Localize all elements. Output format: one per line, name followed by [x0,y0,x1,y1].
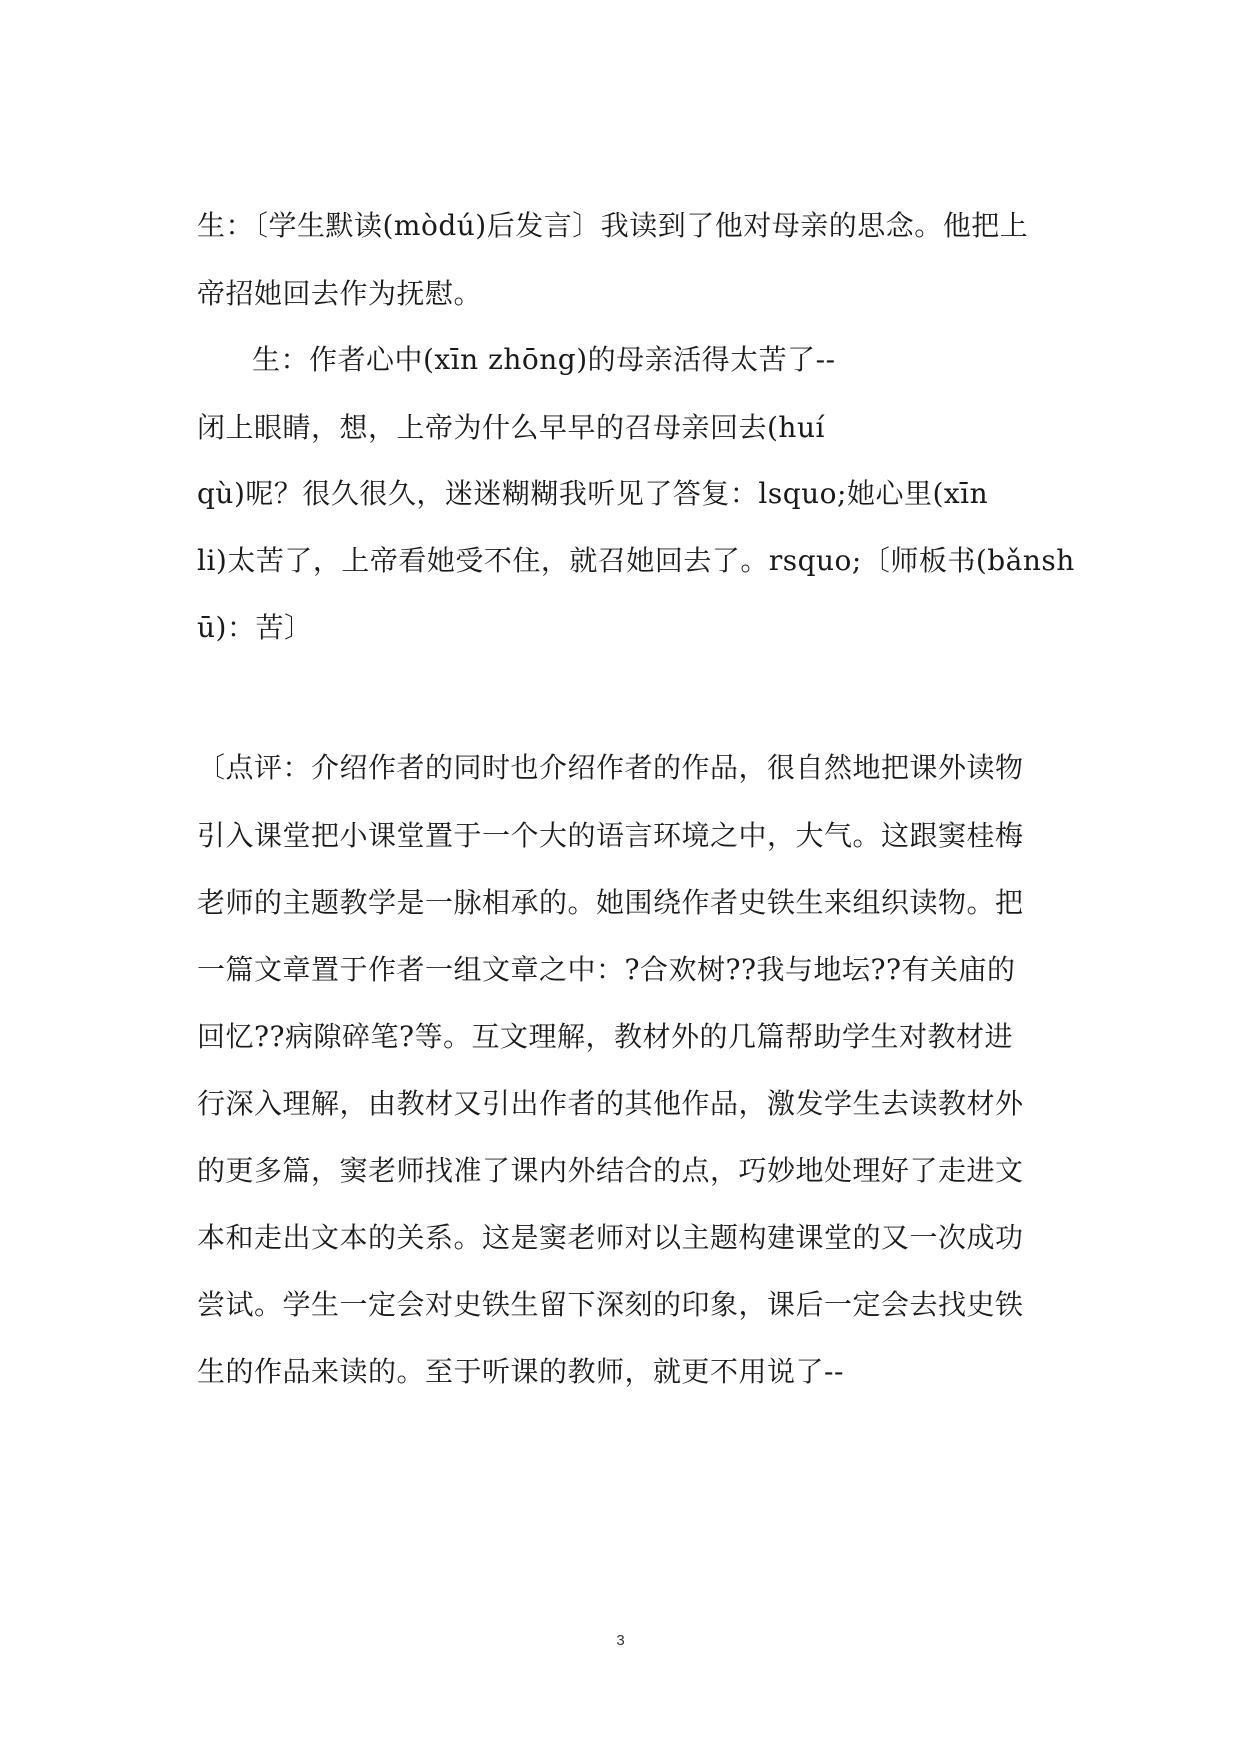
page-number: 3 [616,1632,625,1649]
commentary-line-6: 行深入理解，由教材又引出作者的其他作品，激发学生去读教材外 [197,1087,1024,1120]
commentary-line-5: 回忆??病隙碎笔?等。互文理解，教材外的几篇帮助学生对教材进 [197,1020,1014,1053]
commentary-line-3: 老师的主题教学是一脉相承的。她围绕作者史铁生来组织读物。把 [197,886,1024,919]
commentary-line-7: 的更多篇，窦老师找准了课内外结合的点，巧妙地处理好了走进文 [197,1154,1024,1187]
commentary-line-9: 尝试。学生一定会对史铁生留下深刻的印象，课后一定会去找史铁 [197,1288,1024,1321]
commentary-line-1: 〔点评：介绍作者的同时也介绍作者的作品，很自然地把课外读物 [197,751,1024,784]
dialogue-line-6: li)太苦了，上帝看她受不住，就召她回去了。rsquo;〔师板书(bǎnsh [197,544,1075,577]
dialogue-line-3: 生：作者心中(xīn zhōng)的母亲活得太苦了-- [252,343,836,376]
dialogue-line-2: 帝招她回去作为抚慰。 [197,277,483,310]
dialogue-line-1: 生：〔学生默读(mòdú)后发言〕我读到了他对母亲的思念。他把上 [197,209,1029,242]
commentary-line-2: 引入课堂把小课堂置于一个大的语言环境之中，大气。这跟窦桂梅 [197,819,1024,852]
commentary-line-4: 一篇文章置于作者一组文章之中：?合欢树??我与地坛??有关庙的 [197,953,1016,986]
dialogue-line-7: ū)：苦〕 [197,611,313,644]
commentary-line-10: 生的作品来读的。至于听课的教师，就更不用说了-- [197,1355,844,1388]
commentary-line-8: 本和走出文本的关系。这是窦老师对以主题构建课堂的又一次成功 [197,1221,1024,1254]
dialogue-line-4: 闭上眼睛，想，上帝为什么早早的召母亲回去(huí [197,411,825,444]
dialogue-line-5: qù)呢？很久很久，迷迷糊糊我听见了答复：lsquo;她心里(xīn [197,477,989,510]
